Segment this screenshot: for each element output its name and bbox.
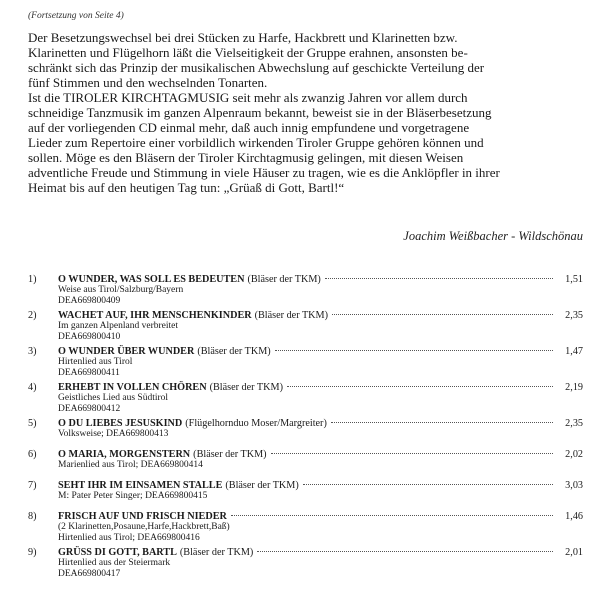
track-duration: 2,02 [565,449,583,460]
track-duration: 2,35 [565,310,583,321]
track-item [28,346,583,382]
track-header [28,547,583,558]
track-title: WACHET AUF, IHR MENSCHENKINDER [58,310,252,321]
track-header [28,346,583,357]
track-item [28,274,583,310]
dotted-leader [332,314,553,315]
dotted-leader [257,551,553,552]
track-info-line: Im ganzen Alpenland verbreitet [58,321,179,331]
track-header [28,418,583,429]
track-duration: 1,46 [565,511,583,522]
track-header [28,449,583,460]
track-duration: 1,47 [565,346,583,357]
track-performers: (Flügelhornduo Moser/Margreiter) [185,418,327,429]
dotted-leader [331,422,553,423]
track-title: ERHEBT IN VOLLEN CHÖREN [58,382,207,393]
track-duration: 2,01 [565,547,583,558]
continuation-note: (Fortsetzung von Seite 4) [28,11,124,21]
track-performers: (Bläser der TKM) [254,310,328,321]
track-info-line: DEA669800410 [58,332,121,342]
track-item [28,511,583,547]
track-number: 3) [28,346,37,357]
track-header [28,480,583,491]
track-title: GRÜSS DI GOTT, BARTL [58,547,177,558]
author-signature: Joachim Weißbacher - Wildschönau [403,229,583,243]
track-performers: (Bläser der TKM) [197,346,271,357]
track-info-line: Volksweise; DEA669800413 [58,429,169,439]
track-list [28,274,583,583]
essay-paragraph-1: Der Besetzungswechsel bei drei Stücken zu Harfe, Hackbrett und Klarinetten bzw. Klarinetten und Flügelhorn läßt die Vielseitigkeit der Gruppe erahnen, ansonsten be- schränkt sich das Prinzip der musikalischen Abwechslung auf geschickte Verteilung der fünf Stimmen und den wechselnden Tonarten. [28,30,485,90]
essay-paragraph-2: Ist die TIROLER KIRCHTAGMUSIG seit mehr als zwanzig Jahren vor allem durch schneidige Tanzmusik im ganzen Alpenraum bekannt, beweist sie in der Bläserbesetzung auf der vorliegenden CD einmal mehr, daß auch innig empfundene und vorgetragene Lieder zum Repertoire einer vorbildlich wirkenden Tiroler Gruppe gehören können und sollen. Möge es den Bläsern der Tiroler Kirchtagmusig gelingen, mit diesen Weisen adventliche Freude und Stimmung in viele Häuser zu tragen, wie es die Anklöpfler in ihrer Heimat bis auf den heutigen Tag tun: „Grüaß di Gott, Bartl!“ [28,90,500,195]
track-number: 5) [28,418,37,429]
essay-text [28,30,583,195]
track-duration: 2,19 [565,382,583,393]
dotted-leader [287,386,553,387]
track-number: 6) [28,449,37,460]
dotted-leader [275,350,553,351]
track-title: O MARIA, MORGENSTERN [58,449,191,460]
track-duration: 2,35 [565,418,583,429]
track-number: 4) [28,382,37,393]
track-number: 9) [28,547,37,558]
track-item [28,418,583,449]
track-info-line: DEA669800417 [58,569,121,579]
track-info-line: Hirtenlied aus Tirol; DEA669800416 [58,533,200,543]
track-title: O WUNDER, WAS SOLL ES BEDEUTEN [58,274,245,285]
track-item [28,480,583,511]
track-header [28,382,583,393]
track-performers: (Bläser der TKM) [247,274,321,285]
track-performers: (Bläser der TKM) [225,480,299,491]
track-header [28,274,583,285]
track-item [28,449,583,480]
track-header [28,310,583,321]
track-title: SEHT IHR IM EINSAMEN STALLE [58,480,223,491]
track-performers: (Bläser der TKM) [193,449,267,460]
track-duration: 1,51 [565,274,583,285]
track-number: 7) [28,480,37,491]
track-info-line: DEA669800411 [58,368,120,378]
track-info-line: DEA669800409 [58,296,121,306]
track-performers: (Bläser der TKM) [179,547,254,558]
track-info-line: Hirtenlied aus der Steiermark [58,558,171,568]
track-info-line: Marienlied aus Tirol; DEA669800414 [58,460,203,470]
dotted-leader [325,278,553,279]
track-info-line: (2 Klarinetten,Posaune,Harfe,Hackbrett,Baß) [58,522,230,532]
track-performers: (Bläser der TKM) [209,382,283,393]
track-title: FRISCH AUF UND FRISCH NIEDER [58,511,227,522]
track-info-line: Weise aus Tirol/Salzburg/Bayern [58,285,184,295]
track-title: O DU LIEBES JESUSKIND [58,418,183,429]
track-item [28,310,583,346]
dotted-leader [231,515,553,516]
dotted-leader [303,484,553,485]
dotted-leader [271,453,553,454]
track-info-line: Hirtenlied aus Tirol [58,357,133,367]
track-header [28,511,583,522]
track-item [28,547,583,583]
track-number: 1) [28,274,37,285]
track-info-line: Geistliches Lied aus Südtirol [58,393,169,403]
track-number: 2) [28,310,37,321]
track-info-line: DEA669800412 [58,404,121,414]
track-item [28,382,583,418]
track-number: 8) [28,511,37,522]
track-info-line: M: Pater Peter Singer; DEA669800415 [58,491,208,501]
track-duration: 3,03 [565,480,583,491]
track-title: O WUNDER ÜBER WUNDER [58,346,195,357]
